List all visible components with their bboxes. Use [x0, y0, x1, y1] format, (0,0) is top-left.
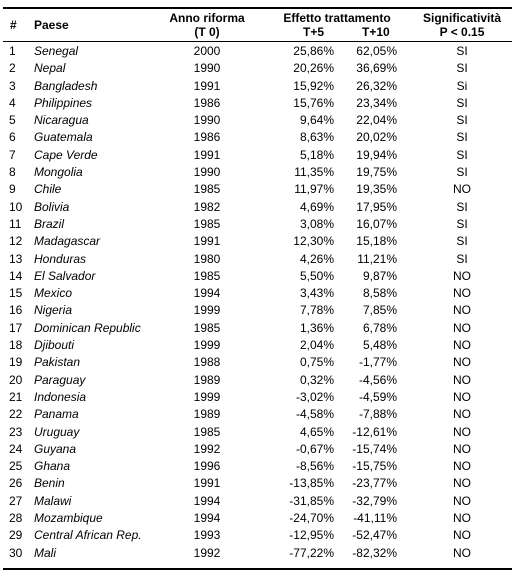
row-number: 10 [9, 199, 23, 214]
reform-year-cell: 1982 [193, 199, 221, 214]
table-row [0, 406, 517, 423]
significance-cell: NO [453, 424, 471, 439]
reform-year-cell: 1985 [193, 320, 221, 335]
t5-effect-cell: 5,18% [299, 147, 334, 162]
reform-year-cell: 1980 [193, 251, 221, 266]
significance-cell: SI [456, 113, 468, 128]
row-number: 13 [9, 251, 23, 266]
significance-cell: NO [453, 372, 471, 387]
reform-year-cell: 1991 [193, 147, 221, 162]
table-row [0, 545, 517, 562]
header-bottom-rule [3, 41, 512, 42]
row-number: 30 [9, 545, 23, 560]
table-row [0, 493, 517, 510]
reform-year-cell: 1992 [193, 545, 221, 560]
significance-cell: NO [453, 545, 471, 560]
t10-effect-cell: -15,74% [352, 441, 397, 456]
country-cell: Mongolia [34, 165, 83, 180]
table-row [0, 164, 517, 181]
t10-effect-cell: 16,07% [356, 216, 397, 231]
row-number: 20 [9, 372, 23, 387]
reform-year-cell: 1990 [193, 165, 221, 180]
t10-effect-cell: 36,69% [356, 61, 397, 76]
header-significance-title: Significatività [422, 11, 502, 25]
reform-year-cell: 1994 [193, 286, 221, 301]
table-row [0, 60, 517, 77]
significance-cell: NO [453, 493, 471, 508]
significance-cell: SI [456, 44, 468, 58]
reform-year-cell: 1985 [193, 182, 221, 197]
row-number: 6 [9, 130, 16, 145]
country-cell: Mozambique [34, 511, 103, 526]
country-cell: Guyana [34, 441, 77, 456]
header-significance [413, 11, 511, 39]
significance-cell: NO [453, 355, 471, 370]
t5-effect-cell: -4,58% [295, 407, 334, 422]
t5-effect-cell: 8,63% [299, 130, 334, 145]
t10-effect-cell: 5,48% [362, 338, 397, 353]
country-cell: Philippines [34, 95, 93, 110]
row-number: 15 [9, 286, 23, 301]
country-cell: Honduras [34, 251, 87, 266]
t5-effect-cell: 15,76% [293, 95, 334, 110]
header-reform-year-title: Anno riforma [169, 11, 245, 25]
t5-effect-cell: 11,35% [294, 165, 334, 180]
t10-effect-cell: -7,88% [358, 407, 397, 422]
t10-effect-cell: 11,21% [357, 251, 397, 266]
row-number: 21 [9, 389, 23, 404]
country-cell: Ghana [34, 459, 71, 474]
t10-effect-cell: -32,79% [352, 493, 397, 508]
row-number: 23 [9, 424, 23, 439]
row-number: 3 [9, 78, 16, 93]
country-cell: Guatemala [34, 130, 93, 145]
reform-year-cell: 1989 [193, 372, 221, 387]
country-cell: El Salvador [34, 268, 96, 283]
table-row [0, 43, 517, 60]
t5-effect-cell: 4,69% [299, 199, 334, 214]
significance-cell: NO [453, 476, 471, 491]
t5-effect-cell: 9,64% [299, 113, 334, 128]
t10-effect-cell: 19,35% [356, 182, 397, 197]
row-number: 16 [9, 303, 23, 318]
t10-effect-cell: 20,02% [356, 130, 397, 145]
t10-effect-cell: -15,75% [352, 459, 397, 474]
row-number: 27 [9, 493, 23, 508]
country-cell: Senegal [34, 44, 79, 58]
t5-effect-cell: -0,67% [295, 441, 334, 456]
t10-effect-cell: 62,05% [356, 44, 397, 58]
t5-effect-cell: -31,85% [289, 493, 334, 508]
t10-effect-cell: -1,77% [358, 355, 397, 370]
reform-year-cell: 1994 [193, 511, 221, 526]
header-country: Paese [34, 18, 69, 32]
significance-cell: NO [453, 338, 471, 353]
row-number: 22 [9, 407, 23, 422]
table-row [0, 441, 517, 458]
country-cell: Benin [34, 476, 65, 491]
table-row [0, 458, 517, 475]
reform-year-cell: 2000 [193, 44, 221, 58]
table-row [0, 181, 517, 198]
country-cell: Bolivia [34, 199, 70, 214]
t5-effect-cell: 1,36% [299, 320, 334, 335]
country-cell: Paraguay [34, 372, 86, 387]
significance-cell: NO [453, 459, 471, 474]
t5-effect-cell: 7,78% [299, 303, 334, 318]
reform-year-cell: 1988 [193, 355, 221, 370]
table-row [0, 354, 517, 371]
significance-cell: SI [456, 234, 468, 249]
row-number: 24 [9, 441, 23, 456]
country-cell: Indonesia [34, 389, 87, 404]
country-cell: Brazil [34, 216, 65, 231]
table-row [0, 320, 517, 337]
t10-effect-cell: 9,87% [362, 268, 397, 283]
table-row [0, 78, 517, 95]
header-t10: T+10 [362, 25, 390, 39]
header-reform-year-subtitle: (T 0) [194, 25, 220, 39]
t10-effect-cell: 26,32% [356, 78, 397, 93]
country-cell: Bangladesh [34, 78, 98, 93]
row-number: 11 [9, 216, 22, 231]
significance-cell: NO [453, 389, 471, 404]
t5-effect-cell: 4,65% [299, 424, 334, 439]
reform-year-cell: 1991 [193, 234, 221, 249]
t5-effect-cell: 3,43% [299, 286, 334, 301]
table-row [0, 424, 517, 441]
table-bottom-rule [3, 568, 512, 570]
t5-effect-cell: -3,02% [295, 389, 334, 404]
country-cell: Dominican Republic [34, 320, 141, 335]
t5-effect-cell: 5,50% [299, 268, 334, 283]
reform-year-cell: 1999 [193, 303, 221, 318]
country-cell: Central African Rep. [34, 528, 142, 543]
t5-effect-cell: 11,97% [294, 182, 334, 197]
table-row [0, 372, 517, 389]
header-treatment-effect: Effetto trattamento [283, 11, 391, 25]
row-number: 4 [9, 95, 16, 110]
t5-effect-cell: 3,08% [299, 216, 334, 231]
table-row [0, 199, 517, 216]
t10-effect-cell: 17,95% [356, 199, 397, 214]
t5-effect-cell: -24,70% [289, 511, 334, 526]
header-number: # [10, 18, 17, 32]
country-cell: Djibouti [34, 338, 75, 353]
t10-effect-cell: -4,56% [358, 372, 397, 387]
country-cell: Cape Verde [34, 147, 98, 162]
row-number: 1 [9, 44, 16, 58]
t5-effect-cell: -13,85% [289, 476, 334, 491]
t5-effect-cell: 0,32% [299, 372, 334, 387]
t10-effect-cell: -41,11% [353, 511, 397, 526]
row-number: 8 [9, 165, 16, 180]
reform-year-cell: 1992 [193, 441, 221, 456]
t10-effect-cell: 23,34% [356, 95, 397, 110]
significance-cell: SI [456, 199, 468, 214]
row-number: 28 [9, 511, 23, 526]
significance-cell: SI [456, 61, 468, 76]
t10-effect-cell: -52,47% [352, 528, 397, 543]
t10-effect-cell: 22,04% [356, 113, 397, 128]
significance-cell: Si [456, 78, 468, 93]
row-number: 7 [9, 147, 16, 162]
reform-year-cell: 1999 [193, 338, 221, 353]
t10-effect-cell: 19,75% [356, 165, 397, 180]
t10-effect-cell: -12,61% [352, 424, 397, 439]
country-cell: Pakistan [34, 355, 81, 370]
reform-year-cell: 1999 [193, 389, 221, 404]
significance-cell: SI [456, 216, 468, 231]
table-row [0, 216, 517, 233]
row-number: 17 [9, 320, 23, 335]
t10-effect-cell: -23,77% [352, 476, 397, 491]
t5-effect-cell: 15,92% [293, 78, 334, 93]
country-cell: Mexico [34, 286, 73, 301]
reform-year-cell: 1990 [193, 113, 221, 128]
reform-year-cell: 1993 [193, 528, 221, 543]
country-cell: Chile [34, 182, 62, 197]
t10-effect-cell: 6,78% [362, 320, 397, 335]
row-number: 19 [9, 355, 23, 370]
significance-cell: NO [453, 286, 471, 301]
table-row [0, 129, 517, 146]
table-top-rule [3, 7, 512, 9]
country-cell: Nicaragua [34, 113, 89, 128]
t5-effect-cell: -12,95% [289, 528, 334, 543]
significance-cell: NO [453, 303, 471, 318]
table-row [0, 337, 517, 354]
row-number: 14 [9, 268, 23, 283]
country-cell: Madagascar [34, 234, 101, 249]
reform-year-cell: 1985 [193, 268, 221, 283]
reform-year-cell: 1991 [193, 78, 221, 93]
country-cell: Uruguay [34, 424, 80, 439]
row-number: 18 [9, 338, 23, 353]
table-row [0, 251, 517, 268]
t10-effect-cell: -82,32% [352, 545, 397, 560]
row-number: 29 [9, 528, 23, 543]
significance-cell: SI [456, 147, 468, 162]
t5-effect-cell: 20,26% [293, 61, 334, 76]
t10-effect-cell: 19,94% [356, 147, 397, 162]
row-number: 12 [9, 234, 23, 249]
significance-cell: NO [453, 511, 471, 526]
t10-effect-cell: -4,59% [358, 389, 397, 404]
reform-year-cell: 1986 [193, 95, 221, 110]
significance-cell: NO [453, 320, 471, 335]
significance-cell: NO [453, 407, 471, 422]
table-row [0, 112, 517, 129]
table-row [0, 233, 517, 250]
table-row [0, 285, 517, 302]
header-reform-year [160, 11, 254, 39]
country-cell: Nigeria [34, 303, 73, 318]
row-number: 26 [9, 476, 23, 491]
row-number: 5 [9, 113, 16, 128]
reform-year-cell: 1991 [193, 476, 221, 491]
reform-year-cell: 1985 [193, 216, 221, 231]
significance-cell: NO [453, 528, 471, 543]
table-body [0, 43, 517, 562]
significance-cell: NO [453, 441, 471, 456]
significance-cell: SI [456, 130, 468, 145]
table-row [0, 95, 517, 112]
t5-effect-cell: 25,86% [293, 44, 334, 58]
country-cell: Mali [34, 545, 57, 560]
significance-cell: SI [456, 95, 468, 110]
reform-year-cell: 1996 [193, 459, 221, 474]
reform-year-cell: 1985 [193, 424, 221, 439]
header-t5: T+5 [303, 25, 325, 39]
reform-year-cell: 1994 [193, 493, 221, 508]
t10-effect-cell: 15,18% [356, 234, 397, 249]
row-number: 9 [9, 182, 16, 197]
t5-effect-cell: 0,75% [299, 355, 334, 370]
country-cell: Panama [34, 407, 79, 422]
header-significance-threshold: P < 0.15 [439, 25, 485, 39]
significance-cell: SI [456, 165, 468, 180]
row-number: 25 [9, 459, 23, 474]
significance-cell: NO [453, 182, 471, 197]
table-row [0, 147, 517, 164]
row-number: 2 [9, 61, 16, 76]
t5-effect-cell: -8,56% [295, 459, 334, 474]
table-row [0, 527, 517, 544]
reform-year-cell: 1986 [193, 130, 221, 145]
table-row [0, 302, 517, 319]
significance-cell: SI [456, 251, 468, 266]
reform-year-cell: 1990 [193, 61, 221, 76]
country-cell: Nepal [34, 61, 66, 76]
t10-effect-cell: 7,85% [362, 303, 397, 318]
table-row [0, 389, 517, 406]
t5-effect-cell: 12,30% [293, 234, 334, 249]
t5-effect-cell: 2,04% [299, 338, 334, 353]
table-row [0, 510, 517, 527]
country-cell: Malawi [34, 493, 72, 508]
t10-effect-cell: 8,58% [362, 286, 397, 301]
significance-cell: NO [453, 268, 471, 283]
t5-effect-cell: 4,26% [299, 251, 334, 266]
table-row [0, 268, 517, 285]
table-row [0, 475, 517, 492]
t5-effect-cell: -77,22% [289, 545, 334, 560]
reform-year-cell: 1989 [193, 407, 221, 422]
